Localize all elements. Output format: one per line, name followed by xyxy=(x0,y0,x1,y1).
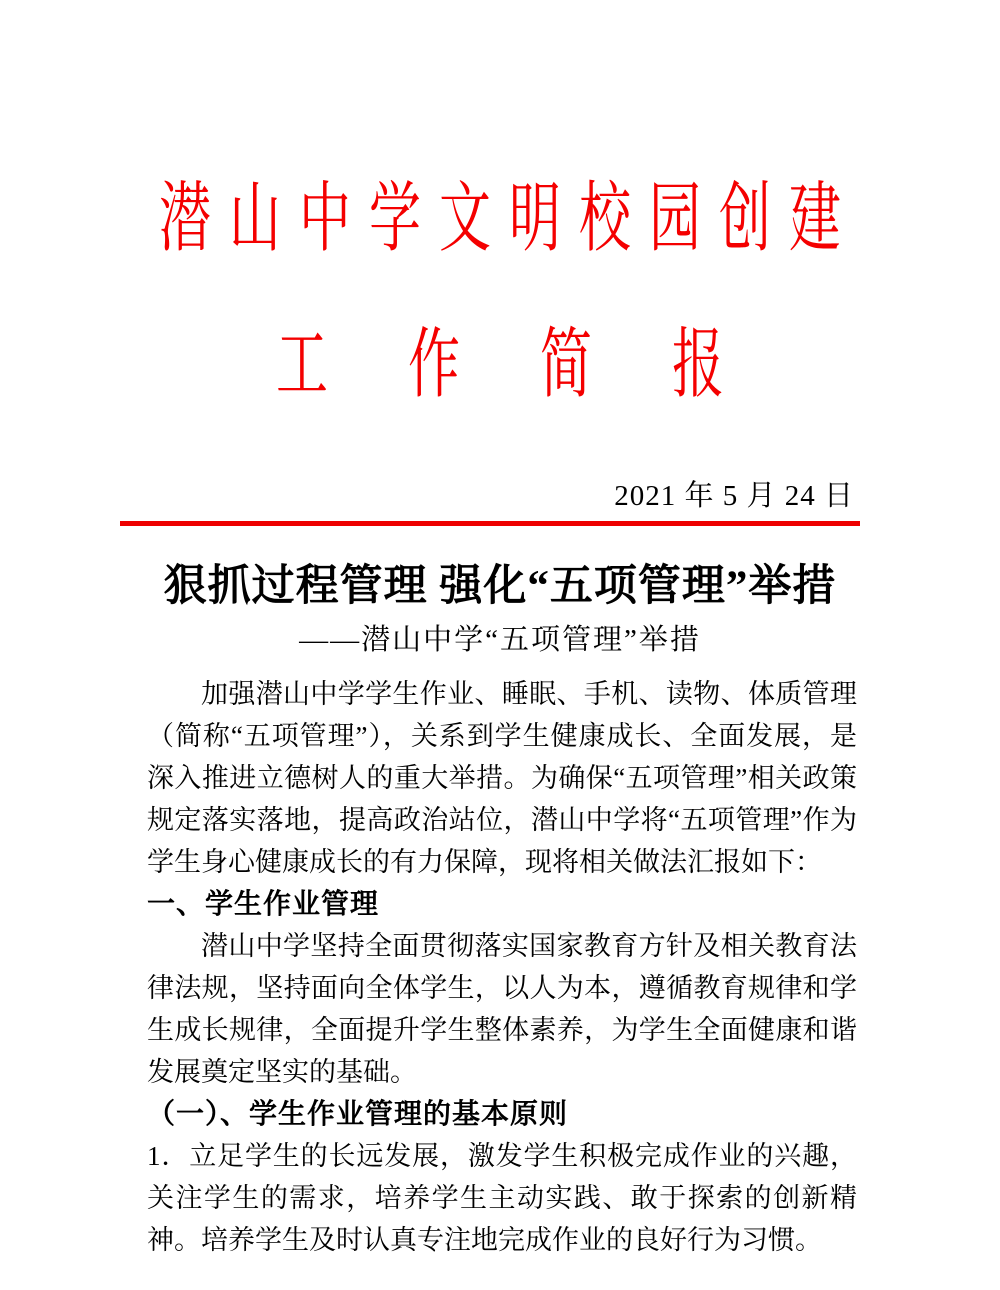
paragraph-principle-1: 1．立足学生的长远发展，激发学生积极完成作业的兴趣，关注学生的需求，培养学生主动实践、敢于探索的创新精神。培养学生及时认真专注地完成作业的良好行为习惯。 xyxy=(147,1141,857,1255)
article-body xyxy=(147,673,857,1261)
article-subtitle: ——潜山中学“五项管理”举措 xyxy=(299,624,701,656)
article-title: 狠抓过程管理 强化“五项管理”举措 xyxy=(163,563,837,610)
section-heading-basic-principles: （一）、学生作业管理的基本原则 xyxy=(147,1098,569,1129)
section-heading-homework-management: 一、学生作业管理 xyxy=(147,888,380,919)
red-divider-rule xyxy=(120,521,860,526)
paragraph-policy: 潜山中学坚持全面贯彻落实国家教育方针及相关教育法律法规，坚持面向全体学生，以人为本，遵循教育规律和学生成长规律，全面提升学生整体素养，为学生全面健康和谐发展奠定坚实的基础。 xyxy=(147,931,857,1087)
issue-date: 2021 年 5 月 24 日 xyxy=(614,480,854,512)
paragraph-intro: 加强潜山中学学生作业、睡眠、手机、读物、体质管理（简称“五项管理”），关系到学生健康成长、全面发展，是深入推进立德树人的重大举措。为确保“五项管理”相关政策规定落实落地，提高政治站位，潜山中学将“五项管理”作为学生身心健康成长的有力保障，现将相关做法汇报如下： xyxy=(147,679,857,877)
bulletin-masthead-line1: 潜山中学文明校园创建 xyxy=(158,178,859,263)
bulletin-masthead-line2: 工作简报 xyxy=(275,324,804,409)
